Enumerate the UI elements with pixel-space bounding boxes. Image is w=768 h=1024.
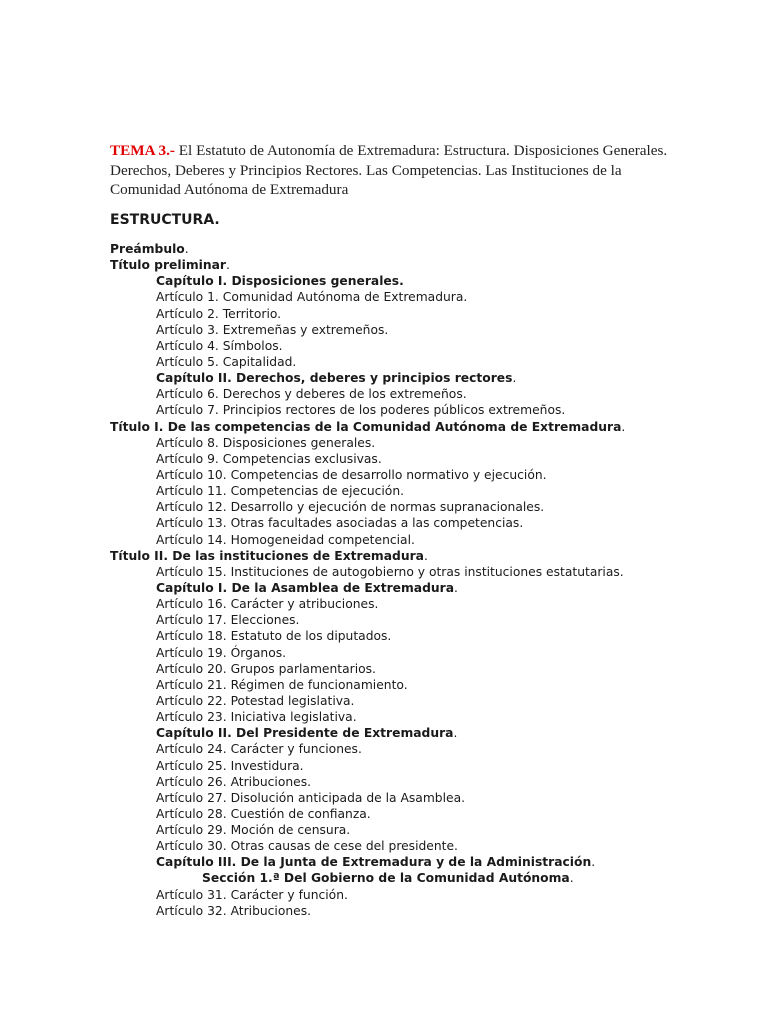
outline-item-text: Artículo 20. Grupos parlamentarios. [156,661,376,676]
statute-outline [110,241,710,919]
outline-item-bold-text: Capítulo II. Del Presidente de Extremadura [156,726,454,741]
outline-item [110,564,710,580]
outline-item-text: Artículo 19. Órganos. [156,645,287,660]
outline-item-text: . [454,580,458,595]
outline-item [110,854,710,870]
outline-item-bold-text: Capítulo III. De la Junta de Extremadura y de la Administración [156,855,592,870]
outline-item-bold-text: Título II. De las instituciones de Extremadura [110,548,424,563]
outline-item [110,887,710,903]
outline-item-bold-text: Título preliminar [110,258,226,273]
outline-item-text: Artículo 28. Cuestión de confianza. [156,806,371,821]
outline-item [110,370,710,386]
outline-item [110,419,710,435]
outline-item-text: Artículo 23. Iniciativa legislativa. [156,710,357,725]
outline-item-bold-text: Preámbulo [110,242,185,256]
outline-item-bold-text: Capítulo II. Derechos, deberes y principios rectores [156,371,513,386]
outline-item [110,806,710,822]
outline-item [110,273,710,289]
outline-item [110,354,710,370]
outline-item-text: Artículo 22. Potestad legislativa. [156,693,355,708]
outline-item [110,499,710,515]
outline-item-text: Artículo 31. Carácter y función. [156,887,348,902]
outline-item-text: Artículo 21. Régimen de funcionamiento. [156,677,408,692]
section-title: ESTRUCTURA. [110,212,220,228]
outline-item [110,790,710,806]
outline-item [110,774,710,790]
outline-item [110,451,710,467]
outline-item-text: Artículo 15. Instituciones de autogobierno y otras instituciones estatutarias. [156,564,624,579]
outline-item [110,257,710,273]
outline-item [110,548,710,564]
outline-item [110,612,710,628]
outline-item [110,677,710,693]
outline-item-text: Artículo 32. Atribuciones. [156,903,312,918]
outline-item-text: . [184,242,189,256]
outline-item [110,467,710,483]
topic-description: El Estatuto de Autonomía de Extremadura: Estructura. Disposiciones Generales. Derechos, Deberes y Principios Rectores. Las Competencias. Las Instituciones de la Comunidad Autónoma de Extremadura [110,142,668,199]
outline-item-bold-text: Capítulo I. Disposiciones generales. [156,274,404,289]
outline-item [110,483,710,499]
outline-item [110,628,710,644]
outline-item-text: . [423,548,428,563]
outline-item-text: . [569,871,574,886]
outline-item [110,725,710,741]
outline-item-text: . [225,258,230,273]
outline-item-text: Artículo 18. Estatuto de los diputados. [156,629,392,644]
outline-item-bold-text: Título I. De las competencias de la Comunidad Autónoma de Extremadura [110,419,622,434]
outline-item [110,661,710,677]
outline-item [110,741,710,757]
outline-item-text: . [453,726,458,741]
outline-item-text: Artículo 14. Homogeneidad competencial. [156,532,415,547]
outline-item-text: Artículo 4. Símbolos. [156,338,283,353]
outline-item-text: Artículo 2. Territorio. [156,306,282,321]
outline-item-text: . [512,371,517,386]
outline-item [110,645,710,661]
outline-item-text: Artículo 9. Competencias exclusivas. [156,451,382,466]
outline-item-text: Artículo 27. Disolución anticipada de la Asamblea. [156,790,466,805]
outline-item-text: Artículo 11. Competencias de ejecución. [156,484,405,499]
outline-item [110,870,710,886]
outline-item [110,596,710,612]
outline-item-text: Artículo 29. Moción de censura. [156,823,351,838]
outline-item [110,289,710,305]
outline-item [110,693,710,709]
outline-item-text: . [591,855,596,870]
outline-item-text: Artículo 26. Atribuciones. [156,774,312,789]
outline-item [110,758,710,774]
outline-item [110,838,710,854]
outline-item-text: Artículo 3. Extremeñas y extremeños. [156,322,389,337]
outline-item [110,903,710,919]
outline-item-text: Artículo 7. Principios rectores de los poderes públicos extremeños. [156,403,566,418]
outline-item-text: Artículo 24. Carácter y funciones. [156,742,362,757]
outline-item-text: Artículo 5. Capitalidad. [156,354,297,369]
outline-item [110,435,710,451]
outline-item-text: Artículo 12. Desarrollo y ejecución de normas supranacionales. [156,500,545,515]
topic-label: TEMA 3.- [110,142,175,159]
outline-item-text: Artículo 10. Competencias de desarrollo normativo y ejecución. [156,467,547,482]
outline-item-text: . [621,419,626,434]
outline-item-text: Artículo 13. Otras facultades asociadas a las competencias. [156,516,524,531]
outline-item [110,306,710,322]
outline-item-text: Artículo 17. Elecciones. [156,613,300,628]
outline-item-text: Artículo 8. Disposiciones generales. [156,435,376,450]
outline-item-text: Artículo 6. Derechos y deberes de los extremeños. [156,387,467,402]
outline-item [110,241,710,257]
outline-item-text: Artículo 1. Comunidad Autónoma de Extremadura. [156,290,468,305]
outline-item-bold-text: Capítulo I. De la Asamblea de Extremadura [156,580,455,595]
outline-item-bold-text: Sección 1.ª Del Gobierno de la Comunidad Autónoma [202,871,570,886]
outline-item [110,386,710,402]
topic-heading [110,141,670,200]
outline-item-text: Artículo 30. Otras causas de cese del presidente. [156,839,458,854]
outline-item [110,709,710,725]
outline-item [110,515,710,531]
outline-item [110,322,710,338]
outline-item [110,532,710,548]
outline-item [110,402,710,418]
outline-item [110,580,710,596]
outline-item [110,338,710,354]
outline-item-text: Artículo 16. Carácter y atribuciones. [156,597,379,612]
outline-item-text: Artículo 25. Investidura. [156,758,304,773]
outline-item [110,822,710,838]
